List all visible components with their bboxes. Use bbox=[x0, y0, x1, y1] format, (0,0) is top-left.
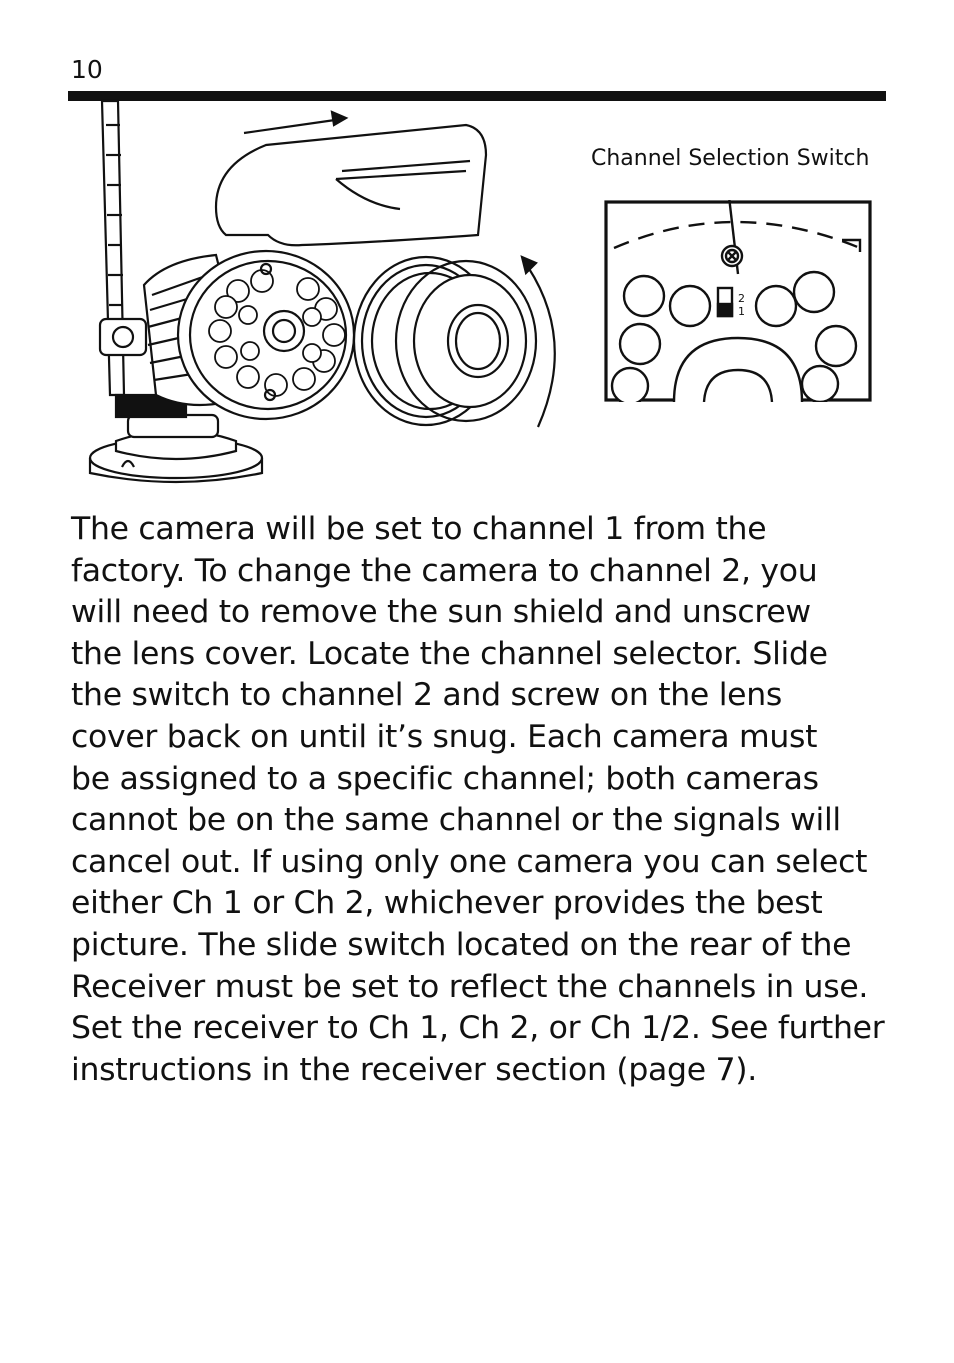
camera-body bbox=[144, 251, 354, 419]
switch-detail bbox=[604, 200, 872, 402]
camera-illustration bbox=[66, 95, 586, 485]
slide-arrow bbox=[244, 119, 342, 133]
mount-joint bbox=[100, 319, 146, 355]
body-paragraph: The camera will be set to channel 1 from the factory. To change the camera to channel 2, you will need to remove the sun shield and unscrew the lens cover. Locate the channel selector. Slide the switch to channel 2 and screw on the lens cover back on until it’s snug. Each camera must be assigned to a specific channel; both cameras cannot be on the same channel or the signals will cancel out. If using only one camera you can select either Ch 1 or Ch 2, whichever provides the best picture. The slide switch located on the rear of the Receiver must be set to reflect the channels in use. Set the receiver to Ch 1, Ch 2, or Ch 1/2. See further instructions in the receiver section (page 7). bbox=[71, 511, 885, 1088]
sun-shield bbox=[216, 125, 486, 245]
lens-cover bbox=[354, 257, 536, 425]
rotate-arrow bbox=[528, 267, 555, 427]
page-number: 10 bbox=[71, 55, 103, 84]
switch-mark-2: 2 bbox=[738, 292, 745, 305]
channel-switch bbox=[718, 288, 732, 316]
switch-mark-1: 1 bbox=[738, 305, 745, 318]
screw-icon bbox=[722, 246, 742, 266]
callout-label: Channel Selection Switch bbox=[591, 146, 870, 171]
